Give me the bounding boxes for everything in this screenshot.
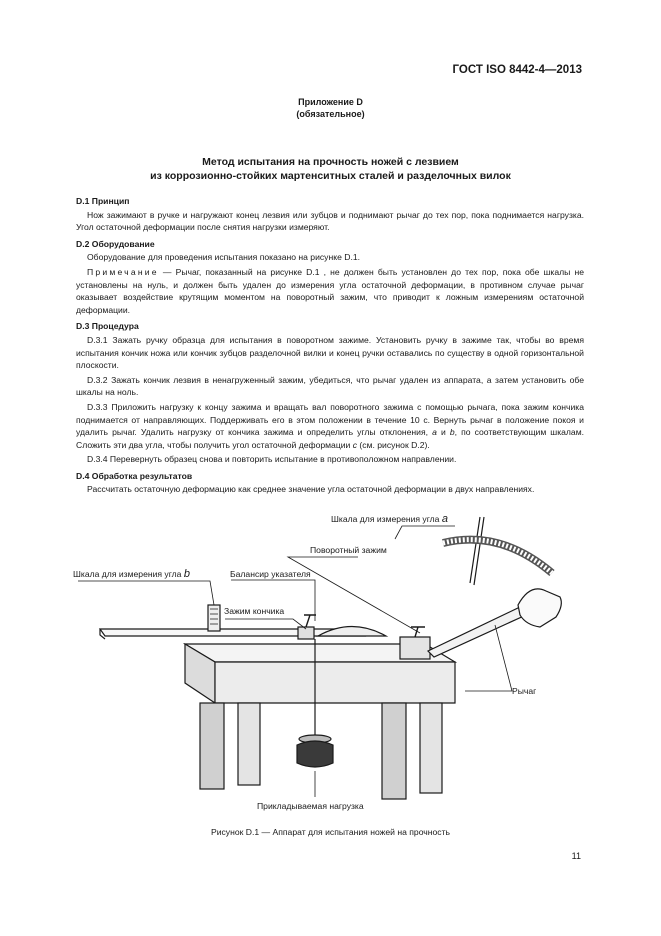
section-d3-1: D.3.1 Зажать ручку образца для испытания в поворотном зажиме. Установить ручку в зажиме так, чтобы во время испытания кончик ножа или кончик зубцов разделочной вилки и конец ручки оставались по существу в одной горизонтальной плоскости. <box>76 334 584 371</box>
leg-front-mid <box>238 703 260 785</box>
var-c: c <box>352 439 358 450</box>
note-prefix: Примечание <box>87 266 159 277</box>
document-title <box>0 155 661 183</box>
section-d2-note <box>76 266 584 316</box>
section-d3-heading: D.3 Процедура <box>76 321 139 332</box>
label-scale-b: Шкала для измерения угла b <box>73 568 190 580</box>
label-applied-load: Прикладываемая нагрузка <box>257 801 364 811</box>
operator-hand <box>518 589 561 627</box>
section-d4-heading: D.4 Обработка результатов <box>76 470 193 481</box>
figure-d1-apparatus <box>60 505 600 825</box>
annex-heading <box>0 96 661 120</box>
section-d4-text: Рассчитать остаточную деформацию как среднее значение угла остаточной деформации в двух направлениях. <box>87 484 535 495</box>
apparatus-drawing <box>100 517 561 799</box>
leg-rear-right <box>382 703 406 799</box>
lever-arm <box>428 607 526 657</box>
note-text: — Рычаг, показанный на рисунке D.1 , не должен быть установлен до тех пор, пока обе шкалы не установлены на нуль, и должен быть удален до измерения угла остаточной деформации, в противном случае рычаг оказывает воздействие крутящим моментом на поворотный зажим, что приводит к ложным измерениям остаточной деформации. <box>76 266 584 315</box>
annex-label: Приложение D <box>298 97 363 107</box>
label-tip-clamp: Зажим кончика <box>224 606 285 616</box>
d3-3-and: и <box>436 427 450 438</box>
standard-code: ГОСТ ISO 8442-4—2013 <box>452 64 582 76</box>
label-lever: Рычаг <box>512 686 537 696</box>
title-line-1: Метод испытания на прочность ножей с лезвием <box>202 156 459 168</box>
section-d2-text: Оборудование для проведения испытания показано на рисунке D.1. <box>87 252 361 263</box>
body-text <box>76 195 584 498</box>
table-side <box>215 662 455 703</box>
label-scale-a: Шкала для измерения угла a <box>331 513 448 525</box>
label-rotary-clamp: Поворотный зажим <box>310 545 387 555</box>
title-line-2: из коррозионно-стойких мартенситных сталей и разделочных вилок <box>150 170 511 182</box>
section-d3-2: D.3.2 Зажать кончик лезвия в ненагруженный зажим, убедиться, что рычаг удален из аппарата, а затем установить обе шкалы на ноль. <box>76 374 584 398</box>
var-a: a <box>432 427 437 438</box>
section-d1-text: Нож зажимают в ручке и нагружают конец лезвия или зубцов и поднимают рычаг до тех пор, пока поднимается нагрузка. Угол остаточной деформации после снятия нагрузки измеряют. <box>76 209 584 233</box>
d3-3-part-2: , по соответствующим шкалам. Сложить эти два угла, чтобы получить угол остаточной деформации <box>76 427 585 450</box>
d3-3-part-1: D.3.3 Приложить нагрузку к концу зажима и вращать вал поворотного зажима с помощью рычага, пока зажим кончика поднимается от направляющих. Поддерживать его в этом положении в течение 10 с. Вернуть рычаг в положение покоя и удалить рычаг. Удалить нагрузку от кончика зажима и определить углы отклонения, <box>76 401 584 438</box>
scale-a-arc <box>443 540 552 573</box>
figure-caption: Рисунок D.1 — Аппарат для испытания ножей на прочность <box>210 827 451 837</box>
leg-rear-mid <box>420 703 442 793</box>
section-d3-3 <box>76 401 584 451</box>
pointer-balancer <box>318 627 386 637</box>
section-d3-4: D.3.4 Перевернуть образец снова и повторить испытание в противоположном направлении. <box>87 454 457 465</box>
page-number: 11 <box>571 851 581 861</box>
rotary-clamp <box>400 637 430 659</box>
label-pointer-balancer: Балансир указателя <box>230 569 311 579</box>
d3-3-part-3: (см. рисунок D.2). <box>357 439 430 450</box>
load-weight <box>297 741 333 767</box>
leg-front-left <box>200 703 224 789</box>
section-d2-heading: D.2 Оборудование <box>76 238 155 249</box>
section-d1-heading: D.1 Принцип <box>76 196 130 206</box>
annex-status: (обязательное) <box>296 109 365 119</box>
var-b: b <box>449 427 455 438</box>
lever-strut <box>470 517 484 585</box>
